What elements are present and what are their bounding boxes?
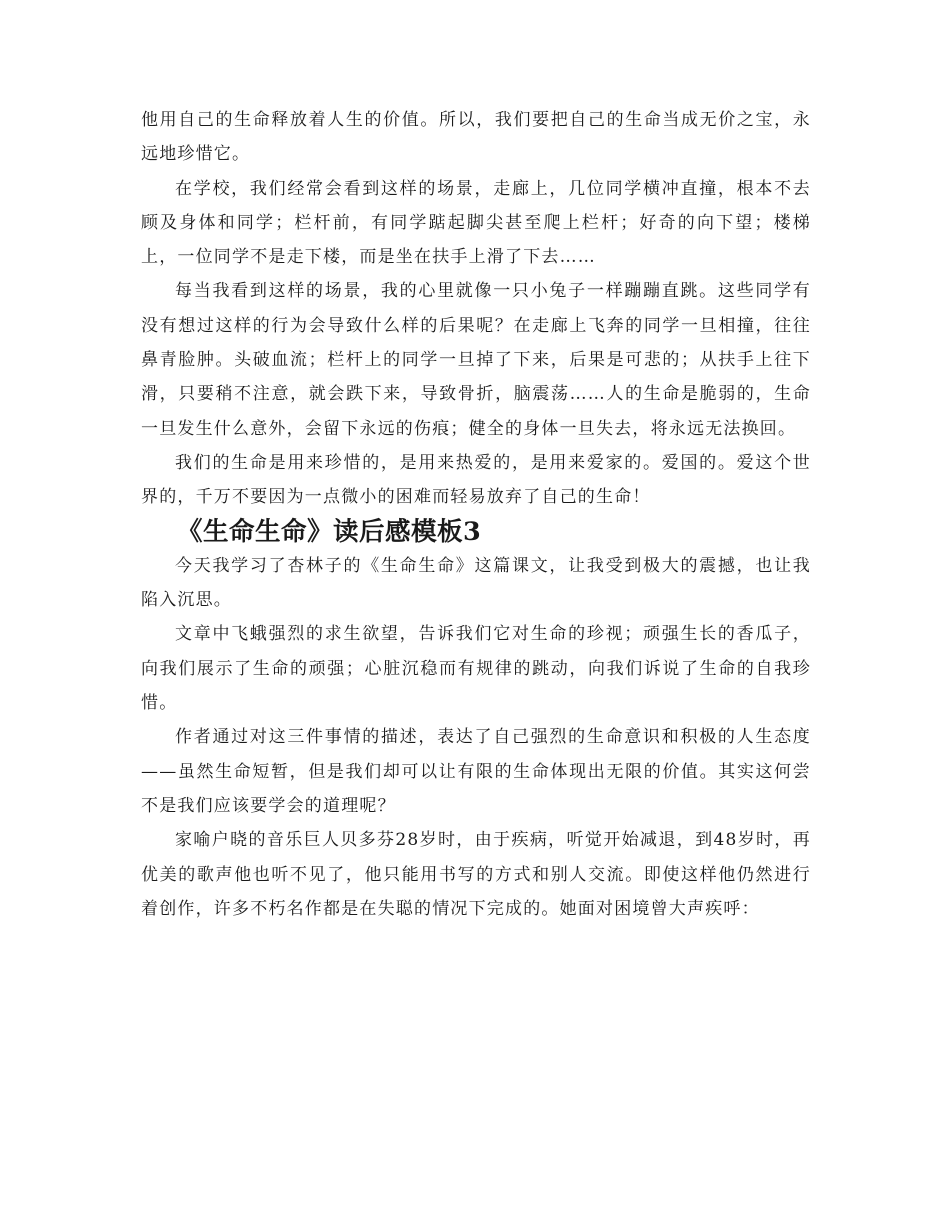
paragraph-examples: 文章中飞蛾强烈的求生欲望，告诉我们它对生命的珍视；顽强生长的香瓜子，向我们展示了生命的顽强；心脏沉稳而有规律的跳动，向我们诉说了生命的自我珍惜。 xyxy=(141,624,811,714)
paragraph-author-attitude: 作者通过对这三件事情的描述，表达了自己强烈的生命意识和积极的人生态度——虽然生命短暂，但是我们却可以让有限的生命体现出无限的价值。其实这何尝不是我们应该要学会的道理呢？ xyxy=(141,727,811,816)
paragraph-cherish-life: 我们的生命是用来珍惜的，是用来热爱的，是用来爱家的。爱国的。爱这个世界的，千万不要因为一点微小的困难而轻易放弃了自己的生命！ xyxy=(141,452,811,508)
paragraph-continued: 他用自己的生命释放着人生的价值。所以，我们要把自己的生命当成无价之宝，永远地珍惜它。 xyxy=(141,110,811,165)
paragraph-beethoven: 家喻户晓的音乐巨人贝多芬28岁时，由于疾病，听觉开始减退，到48岁时，再优美的歌声他也听不见了，他只能用书写的方式和别人交流。即使这样他仍然进行着创作，许多不朽名作都是在失聪的情况下完成的。她面对困境曾大声疾呼： xyxy=(141,830,811,919)
paragraph-intro: 今天我学习了杏林子的《生命生命》这篇课文，让我受到极大的震撼，也让我陷入沉思。 xyxy=(141,555,811,611)
paragraph-school-scenes: 在学校，我们经常会看到这样的场景，走廊上，几位同学横冲直撞，根本不去顾及身体和同学；栏杆前，有同学踮起脚尖甚至爬上栏杆；好奇的向下望；楼梯上，一位同学不是走下楼，而是坐在扶手上滑了下去…… xyxy=(141,178,811,268)
paragraph-consequences: 每当我看到这样的场景，我的心里就像一只小兔子一样蹦蹦直跳。这些同学有没有想过这样的行为会导致什么样的后果呢？在走廊上飞奔的同学一旦相撞，往往鼻青脸肿。头破血流；栏杆上的同学一旦掉了下来，后果是可悲的；从扶手上往下滑，只要稍不注意，就会跌下来，导致骨折，脑震荡……人的生命是脆弱的，生命一旦发生什么意外，会留下永远的伤痕；健全的身体一旦失去，将永远无法换回。 xyxy=(141,281,811,439)
section-heading: 《生命生命》读后感模板3 xyxy=(177,516,482,547)
document-page xyxy=(141,103,811,926)
